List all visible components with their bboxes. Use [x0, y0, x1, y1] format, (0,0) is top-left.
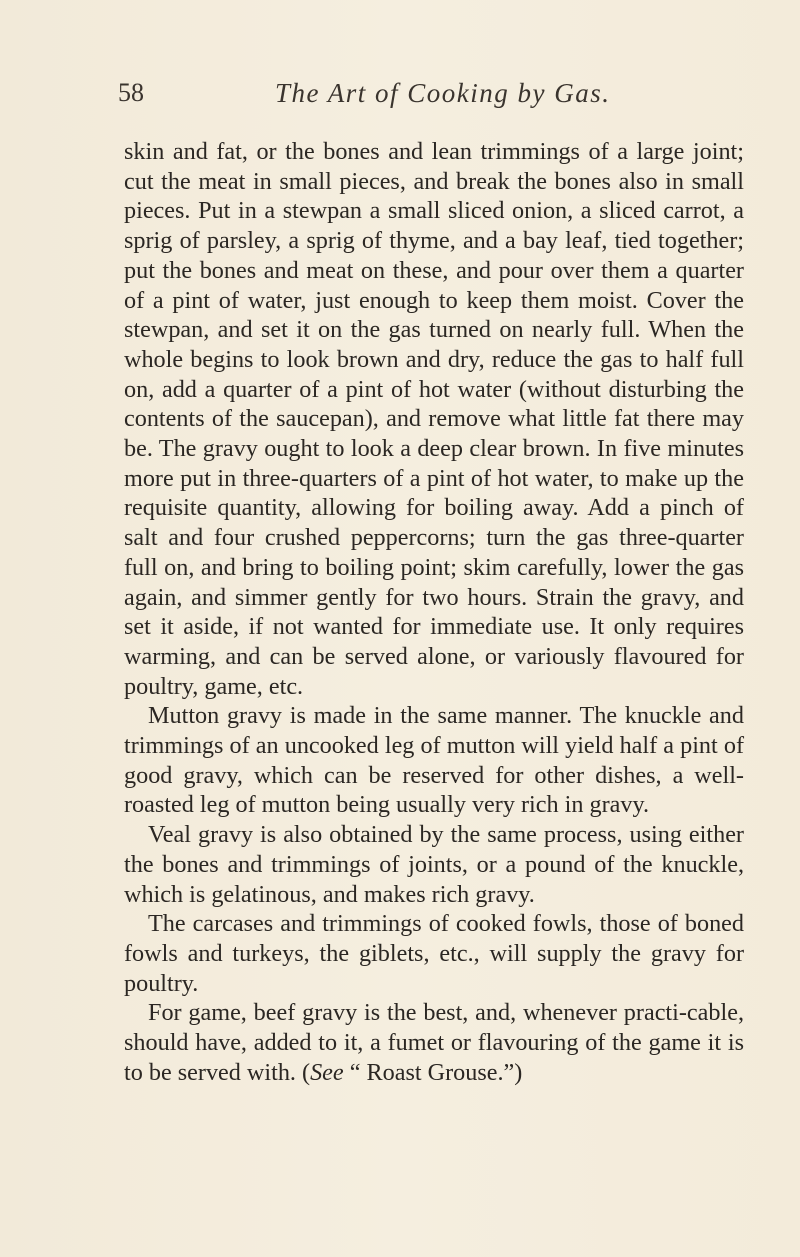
paragraph-veal-gravy: Veal gravy is also obtained by the same process, using either the bones and trimmings of joints, or a pound of the knuckle, which is gelatinous, and makes rich gravy. — [124, 821, 744, 908]
page-number: 58 — [118, 78, 144, 107]
game-gravy-text: For game, beef gravy is the best, and, whenever practi-cable, should have, added to it, a fumet or flavouring of the game it is to be served with. — [124, 999, 744, 1086]
running-head: The Art of Cooking by Gas. — [275, 78, 611, 108]
reference-open: ( — [302, 1058, 311, 1086]
paragraph-stock-method: skin and fat, or the bones and lean trimmings of a large joint; cut the meat in small pieces, and break the bones also in small pieces. Put in a stewpan a small sliced onion, a sliced carrot, a sprig of parsley, a sprig of thyme, and a bay leaf, tied together; put the bones and meat on these, and pour over them a quarter of a pint of water, just enough to keep them moist. Cover the stewpan, and set it on the gas turned on nearly full. When the whole begins to look brown and dry, reduce the gas to half full on, add a quarter of a pint of hot water (without disturbing the contents of the saucepan), and remove what little fat there may be. The gravy ought to look a deep clear brown. In five minutes more put in three-quarters of a pint of hot water, to make up the requisite quantity, allowing for boiling away. Add a pinch of salt and four crushed peppercorns; turn the gas three-quarter full on, and bring to boiling point; skim carefully, lower the gas again, and simmer gently for two hours. Strain the gravy, and set it aside, if not wanted for immediate use. It only requires warming, and can be served alone, or variously flavoured for poultry, game, etc. — [124, 138, 744, 700]
body-text — [124, 137, 744, 1088]
paragraph-mutton-gravy: Mutton gravy is made in the same manner. The knuckle and trimmings of an uncooked leg of mutton will yield half a pint of good gravy, which can be reserved for other dishes, a well-roasted leg of mutton being usually very rich in gravy. — [124, 702, 744, 819]
page-header — [118, 78, 758, 118]
reference-see: See — [310, 1058, 344, 1086]
reference-roast-grouse: “ Roast Grouse.”) — [343, 1058, 523, 1086]
paragraph-poultry-gravy: The carcases and trimmings of cooked fowls, those of boned fowls and turkeys, the giblets, etc., will supply the gravy for poultry. — [124, 910, 744, 997]
paragraph-game-gravy — [124, 998, 744, 1087]
